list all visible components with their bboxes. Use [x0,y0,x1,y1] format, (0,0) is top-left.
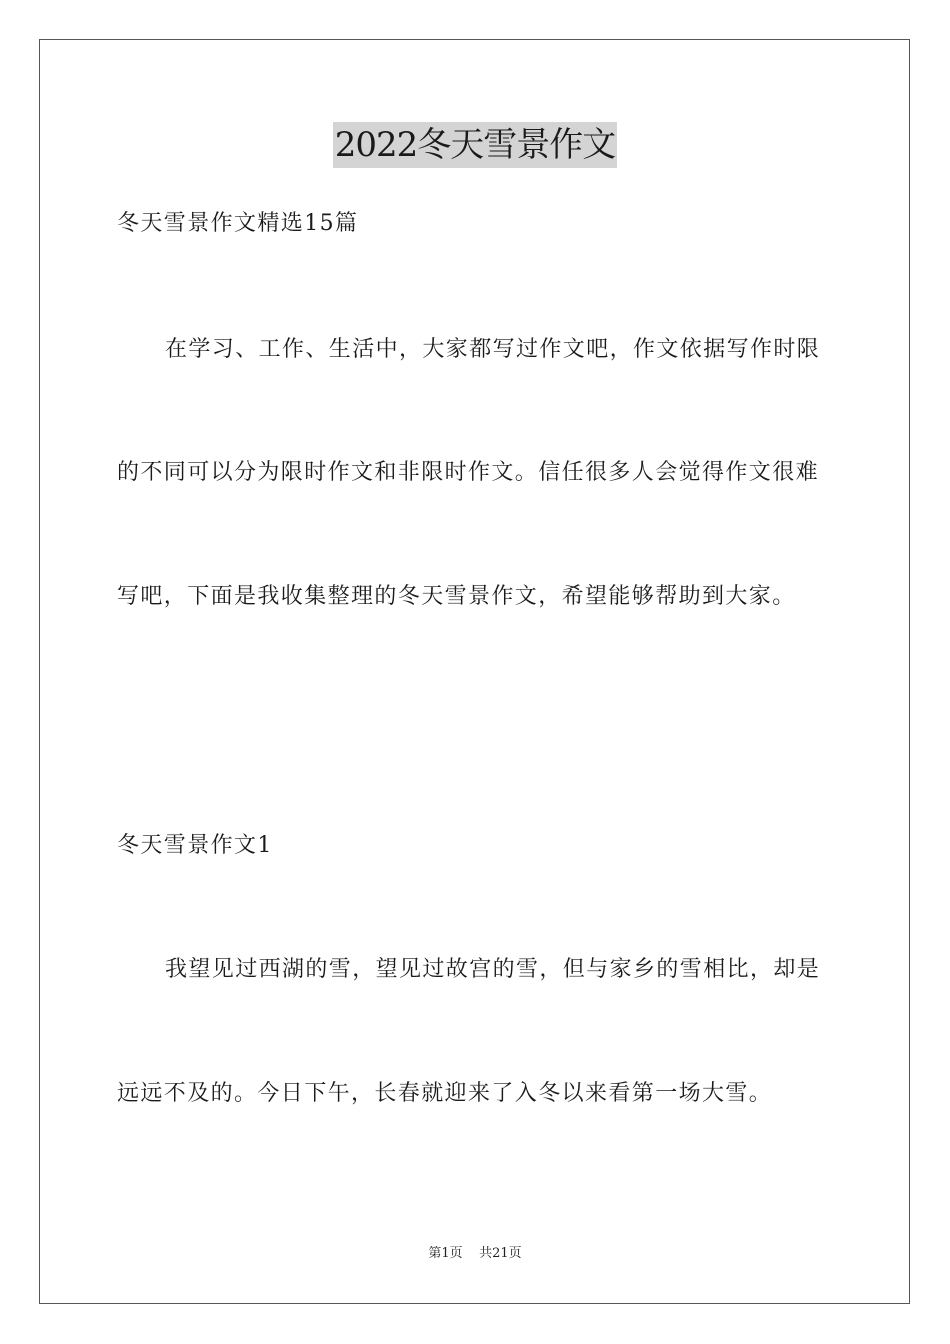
intro-paragraph-line-2: 的不同可以分为限时作文和非限时作文。信任很多人会觉得作文很难 [117,460,820,485]
section-paragraph-line-1: 我望见过西湖的雪，望见过故宫的雪，但与家乡的雪相比，却是 [165,957,821,982]
title-container [0,122,950,168]
footer-spacer [463,1246,480,1261]
page-number-label: 第1页 [428,1246,463,1261]
section-paragraph-line-2: 远远不及的。今日下午，长春就迎来了入冬以来看第一场大雪。 [117,1081,773,1106]
section-heading: 冬天雪景作文1 [117,833,273,858]
document-subtitle: 冬天雪景作文精选15篇 [117,211,359,236]
intro-paragraph-line-3: 写吧，下面是我收集整理的冬天雪景作文，希望能够帮助到大家。 [117,584,796,609]
intro-paragraph-line-1: 在学习、工作、生活中，大家都写过作文吧，作文依据写作时限 [165,337,821,362]
page-footer [0,1245,950,1263]
document-title: 2022冬天雪景作文 [333,122,618,168]
total-pages-label: 共21页 [479,1246,522,1261]
